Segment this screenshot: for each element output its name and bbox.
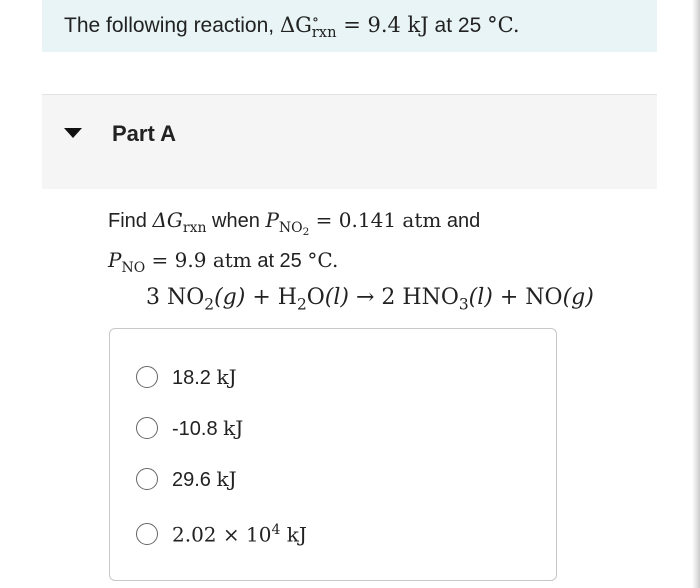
reactant-2-rest: O — [306, 285, 325, 310]
choice-2-unit: kJ — [223, 415, 244, 440]
reactant-1-state: (g) — [214, 285, 246, 310]
choice-4[interactable] — [136, 519, 307, 549]
question-delta: ΔG — [152, 208, 183, 232]
choice-1-value: 18.2 — [172, 366, 211, 389]
choice-3-unit: kJ — [216, 466, 237, 491]
product-2: NO — [525, 285, 563, 310]
choice-1-unit: kJ — [216, 364, 237, 389]
question-p2-value: = 9.9 atm — [145, 248, 252, 273]
part-title: Part A — [112, 121, 176, 146]
question-p1-sub-text: NO — [278, 219, 303, 236]
question-find: Find — [108, 210, 153, 232]
intro-at: at 25 — [428, 14, 488, 38]
reactant-2: H — [277, 285, 297, 310]
question-at: at 25 — [251, 250, 308, 273]
intro-banner — [42, 0, 657, 52]
product-1: 2 HNO — [381, 285, 459, 310]
question-unit: °C. — [307, 248, 339, 273]
question-and: and — [441, 210, 481, 232]
intro-delta-sup: ∘ — [311, 11, 320, 28]
choice-1[interactable] — [136, 362, 237, 392]
part-a-header[interactable] — [42, 94, 657, 189]
radio-button[interactable] — [136, 417, 158, 439]
page-edge-shadow — [692, 0, 700, 588]
choice-4-text — [172, 522, 307, 547]
intro-text — [64, 6, 520, 47]
question-p2-sub: NO — [121, 259, 146, 276]
plus-2: + — [492, 285, 526, 310]
choice-2[interactable] — [136, 413, 243, 443]
choice-4-base: 10 — [246, 522, 272, 547]
plus-1: + — [245, 285, 278, 310]
question-text — [108, 206, 480, 282]
intro-delta-sub: rxn — [311, 24, 337, 42]
radio-button[interactable] — [136, 468, 158, 490]
radio-button[interactable] — [136, 523, 158, 545]
reactant-2-sub: 2 — [296, 295, 307, 314]
choice-1-text — [172, 365, 237, 390]
caret-down-icon[interactable] — [64, 128, 82, 138]
choice-3-text — [172, 467, 237, 492]
product-1-sub: 3 — [458, 295, 469, 314]
choice-4-exponent: 4 — [271, 521, 281, 538]
question-p1: P — [265, 208, 279, 232]
intro-prefix: The following reaction, — [64, 14, 280, 38]
choice-2-value: -10.8 — [172, 417, 218, 440]
reaction-equation — [146, 283, 594, 319]
question-when: when — [206, 210, 266, 232]
question-p1-value: = 0.141 atm — [309, 208, 442, 232]
reaction-arrow: → — [348, 285, 382, 310]
intro-value: = 9.4 kJ — [336, 13, 429, 38]
intro-delta: ΔG — [279, 13, 312, 38]
question-delta-sub: rxn — [182, 219, 207, 236]
intro-unit: °C. — [487, 13, 520, 38]
question-p1-sub2: 2 — [302, 226, 310, 239]
answer-choices — [109, 328, 557, 581]
choice-3-value: 29.6 — [172, 468, 211, 491]
product-1-state: (l) — [468, 285, 493, 310]
choice-4-times: × — [216, 522, 247, 547]
question-p2: P — [108, 248, 122, 273]
product-2-state: (g) — [562, 285, 594, 310]
reactant-2-state: (l) — [324, 285, 349, 310]
choice-4-unit: kJ — [286, 522, 307, 547]
choice-3[interactable] — [136, 464, 237, 494]
question-line-1 — [108, 206, 480, 246]
reactant-1-sub: 2 — [204, 295, 215, 314]
choice-4-mantissa: 2.02 — [172, 522, 217, 547]
question-line-2 — [108, 246, 480, 282]
radio-button[interactable] — [136, 366, 158, 388]
question-p1-sub — [278, 219, 310, 239]
reactant-1: 3 NO — [146, 285, 205, 310]
choice-2-text — [172, 416, 243, 441]
